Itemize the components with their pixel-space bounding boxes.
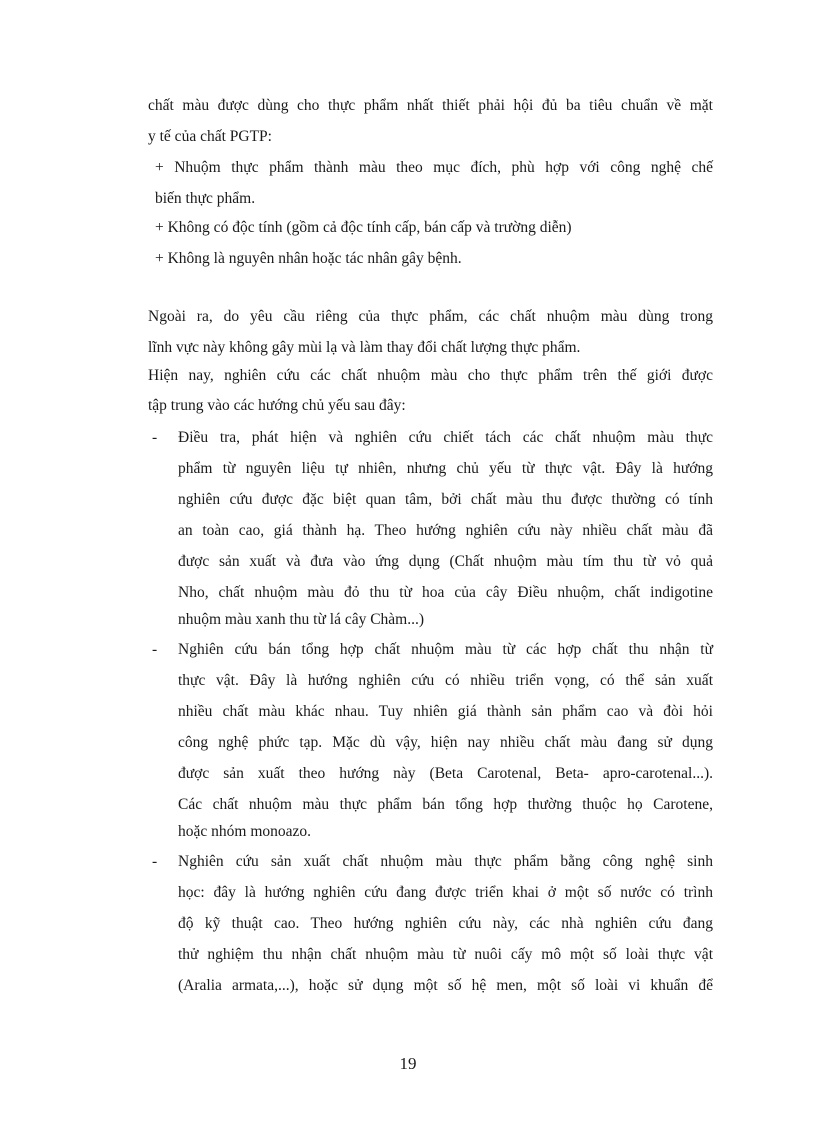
criterion-1-line-2: biến thực phẩm. — [155, 190, 256, 207]
bullet-2-line-3: nhiều chất màu khác nhau. Tuy nhiên giá thành sản phẩm cao và đòi hỏi — [178, 703, 713, 720]
bullet-2-line-1: Nghiên cứu bán tổng hợp chất nhuộm màu từ các hợp chất thu nhận từ — [178, 641, 713, 658]
bullet-1-line-2: phẩm từ nguyên liệu tự nhiên, nhưng chủ yếu từ thực vật. Đây là hướng — [178, 460, 713, 477]
bullet-1-line-7: nhuộm màu xanh thu từ lá cây Chàm...) — [178, 611, 425, 628]
bullet-3-line-1: Nghiên cứu sản xuất chất nhuộm màu thực phẩm bằng công nghệ sinh — [178, 853, 713, 870]
criterion-2: + Không có độc tính (gồm cả độc tính cấp, bán cấp và trường diễn) — [155, 219, 572, 236]
bullet-1-line-6: Nho, chất nhuộm màu đỏ thu từ hoa của cây Điều nhuộm, chất indigotine — [178, 584, 713, 601]
paragraph-2-line-2: tập trung vào các hướng chủ yếu sau đây: — [148, 397, 406, 414]
intro-line-1: chất màu được dùng cho thực phẩm nhất thiết phải hội đủ ba tiêu chuẩn về mặt — [148, 97, 713, 114]
criterion-1-line-1: + Nhuộm thực phẩm thành màu theo mục đích, phù hợp với công nghệ chế — [155, 159, 713, 176]
paragraph-2-line-1: Hiện nay, nghiên cứu các chất nhuộm màu cho thực phẩm trên thế giới được — [148, 367, 713, 384]
bullet-2-line-5: được sản xuất theo hướng này (Beta Carotenal, Beta- apro-carotenal...). — [178, 765, 713, 782]
paragraph-1-line-2: lĩnh vực này không gây mùi lạ và làm thay đổi chất lượng thực phẩm. — [148, 339, 581, 356]
bullet-1-line-4: an toàn cao, giá thành hạ. Theo hướng nghiên cứu này nhiều chất màu đã — [178, 522, 713, 539]
bullet-1-line-5: được sản xuất và đưa vào ứng dụng (Chất nhuộm màu tím thu từ vỏ quả — [178, 553, 713, 570]
bullet-2-line-6: Các chất nhuộm màu thực phẩm bán tổng hợp thường thuộc họ Carotene, — [178, 796, 713, 813]
intro-line-2: y tế của chất PGTP: — [148, 128, 272, 145]
criterion-3: + Không là nguyên nhân hoặc tác nhân gây bệnh. — [155, 250, 462, 267]
bullet-2-line-4: công nghệ phức tạp. Mặc dù vậy, hiện nay nhiều chất màu đang sử dụng — [178, 734, 713, 751]
bullet-3-line-2: học: đây là hướng nghiên cứu đang được triển khai ở một số nước có trình — [178, 884, 713, 901]
bullet-2-line-7: hoặc nhóm monoazo. — [178, 823, 312, 840]
bullet-marker: - — [152, 641, 158, 658]
bullet-3-line-3: độ kỹ thuật cao. Theo hướng nghiên cứu này, các nhà nghiên cứu đang — [178, 915, 713, 932]
bullet-3-line-5: (Aralia armata,...), hoặc sử dụng một số hệ men, một số loài vi khuẩn để — [178, 977, 713, 994]
paragraph-1-line-1: Ngoài ra, do yêu cầu riêng của thực phẩm, các chất nhuộm màu dùng trong — [148, 308, 713, 325]
bullet-marker: - — [152, 853, 158, 870]
bullet-1-line-1: Điều tra, phát hiện và nghiên cứu chiết tách các chất nhuộm màu thực — [178, 429, 713, 446]
bullet-marker: - — [152, 429, 158, 446]
bullet-1-line-3: nghiên cứu được đặc biệt quan tâm, bởi chất màu thu được thường có tính — [178, 491, 713, 508]
bullet-2-line-2: thực vật. Đây là hướng nghiên cứu có nhiều triển vọng, có thể sản xuất — [178, 672, 713, 689]
bullet-3-line-4: thử nghiệm thu nhận chất nhuộm màu từ nuôi cấy mô một số loài thực vật — [178, 946, 713, 963]
page-number: 19 — [399, 1054, 417, 1073]
